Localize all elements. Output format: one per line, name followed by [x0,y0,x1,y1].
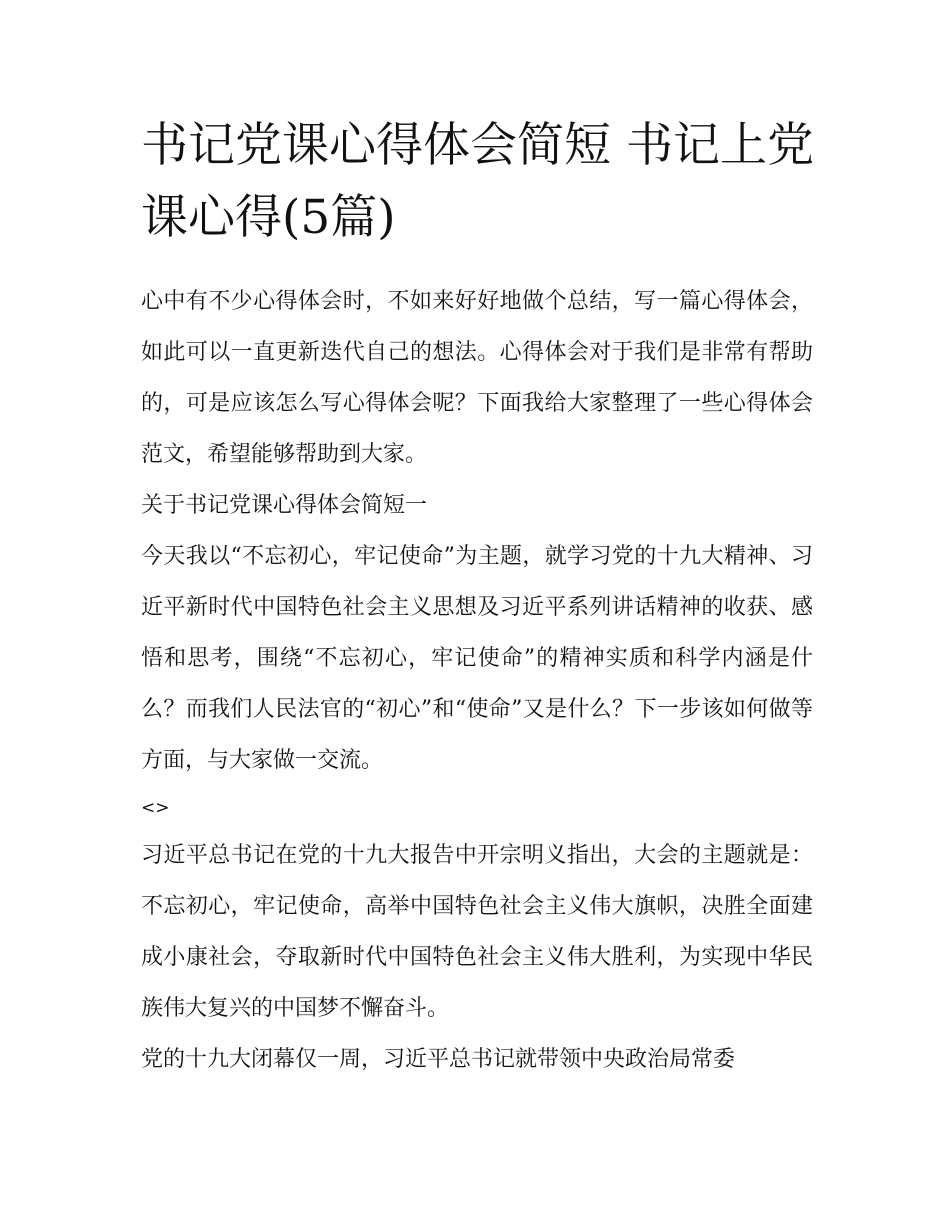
body-paragraph-2: 习近平总书记在党的十九大报告中开宗明义指出，大会的主题就是：不忘初心，牢记使命，高举中国特色社会主义伟大旗帜，决胜全面建成小康社会，夺取新时代中国特色社会主义伟大胜利，为实现中华民族伟大复兴的中国梦不懈奋斗。 [141,843,813,1021]
document-body [141,276,813,1085]
body-paragraph-1: 今天我以“不忘初心，牢记使命”为主题，就学习党的十九大精神、习近平新时代中国特色社会主义思想及习近平系列讲话精神的收获、感悟和思考，围绕“不忘初心，牢记使命”的精神实质和科学内涵是什么？而我们人民法官的“初心”和“使命”又是什么？下一步该如何做等方面，与大家做一交流。 [141,544,813,773]
placeholder-marker: <> [141,798,170,818]
body-paragraph-3: 党的十九大闭幕仅一周，习近平总书记就带领中央政治局常委 [141,1047,736,1072]
intro-paragraph: 心中有不少心得体会时，不如来好好地做个总结，写一篇心得体会，如此可以一直更新迭代自己的想法。心得体会对于我们是非常有帮助的，可是应该怎么写心得体会呢？下面我给大家整理了一些心得体会范文，希望能够帮助到大家。 [141,289,813,467]
document-title: 书记党课心得体会简短 书记上党课心得(5篇) [141,118,814,245]
section-heading: 关于书记党课心得体会简短一 [141,493,428,518]
